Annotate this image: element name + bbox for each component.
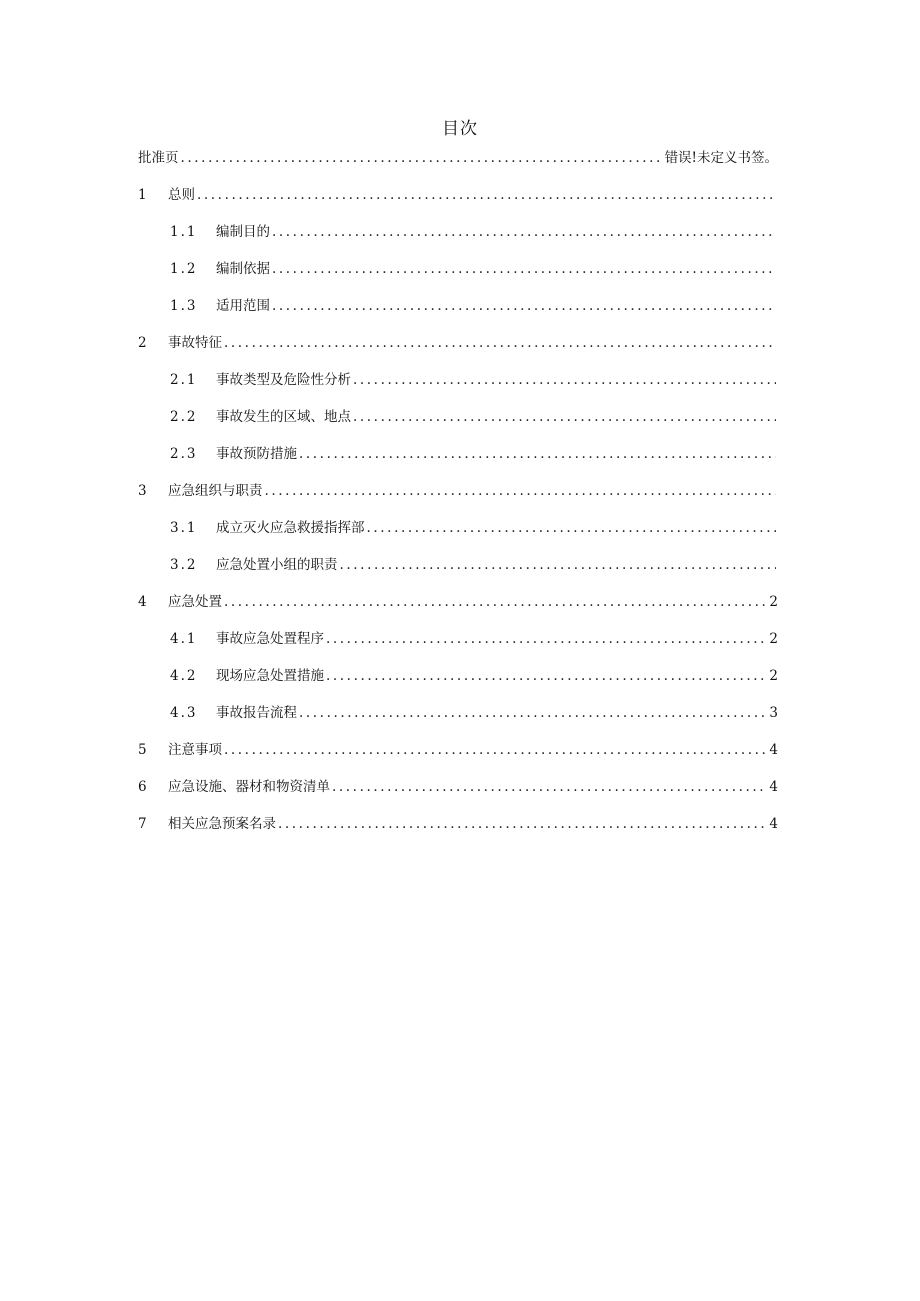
toc-entry-number: 4.2	[170, 668, 198, 684]
toc-entry-4[interactable]	[138, 590, 778, 627]
toc-entry-page: 2	[769, 668, 778, 684]
toc-entry-3-1[interactable]	[138, 516, 778, 553]
toc-entry-number: 1.2	[170, 261, 198, 277]
toc-dot-leader	[332, 779, 767, 795]
toc-entry-number: 4	[138, 594, 147, 610]
toc-entry-number: 2	[138, 335, 147, 351]
toc-entry-2-2[interactable]	[138, 405, 778, 442]
toc-entry-text: 应急设施、器材和物资清单	[168, 779, 330, 795]
toc-entry-text: 成立灭火应急救援指挥部	[216, 520, 365, 536]
toc-entry-approval-page[interactable]	[138, 146, 778, 183]
toc-entry-1-2[interactable]	[138, 257, 778, 294]
toc-entry-3[interactable]	[138, 479, 778, 516]
toc-entry-number: 7	[138, 816, 147, 832]
toc-entry-text: 编制目的	[216, 224, 270, 240]
toc-dot-leader	[299, 705, 767, 721]
toc-entry-text: 适用范围	[216, 298, 270, 314]
toc-entry-7[interactable]	[138, 812, 778, 849]
toc-entry-5[interactable]	[138, 738, 778, 775]
toc-entry-number: 4.3	[170, 705, 198, 721]
toc-entry-page: 错误!未定义书签。	[664, 150, 778, 166]
toc-entry-number: 3	[138, 483, 147, 499]
toc-entry-text: 事故应急处置程序	[216, 631, 324, 647]
toc-entry-page: 2	[769, 594, 778, 610]
toc-entry-text: 事故报告流程	[216, 705, 297, 721]
toc-entry-1[interactable]	[138, 183, 778, 220]
toc-entry-number: 3.1	[170, 520, 198, 536]
toc-entry-4-2[interactable]	[138, 664, 778, 701]
toc-entry-1-3[interactable]	[138, 294, 778, 331]
toc-entry-number: 4.1	[170, 631, 198, 647]
toc-entry-text: 批准页	[138, 150, 179, 166]
toc-dot-leader	[326, 668, 767, 684]
toc-dot-leader	[353, 409, 776, 425]
toc-entry-2[interactable]	[138, 331, 778, 368]
toc-entry-text: 注意事项	[168, 742, 222, 758]
toc-entry-text: 事故发生的区域、地点	[216, 409, 351, 425]
toc-entry-3-2[interactable]	[138, 553, 778, 590]
toc-entry-1-1[interactable]	[138, 220, 778, 257]
toc-entry-page: 4	[769, 779, 778, 795]
toc-dot-leader	[299, 446, 776, 462]
toc-entry-text: 现场应急处置措施	[216, 668, 324, 684]
toc-entry-4-1[interactable]	[138, 627, 778, 664]
toc-entry-number: 6	[138, 779, 147, 795]
toc-dot-leader	[224, 742, 767, 758]
toc-entry-6[interactable]	[138, 775, 778, 812]
toc-entry-number: 2.1	[170, 372, 198, 388]
toc-entry-text: 应急处置	[168, 594, 222, 610]
toc-entry-number: 2.2	[170, 409, 198, 425]
toc-entry-number: 2.3	[170, 446, 198, 462]
toc-entry-text: 应急处置小组的职责	[216, 557, 338, 573]
toc-dot-leader	[353, 372, 776, 388]
toc-entry-number: 1	[138, 187, 147, 203]
toc-entry-text: 应急组织与职责	[168, 483, 263, 499]
toc-dot-leader	[326, 631, 767, 647]
toc-entry-text: 事故特征	[168, 335, 222, 351]
toc-dot-leader	[272, 261, 776, 277]
toc-title: 目次	[442, 119, 478, 139]
toc-dot-leader	[224, 594, 767, 610]
toc-entry-page: 4	[769, 816, 778, 832]
toc-entry-text: 相关应急预案名录	[168, 816, 276, 832]
toc-dot-leader	[278, 816, 767, 832]
toc-entry-2-3[interactable]	[138, 442, 778, 479]
toc-entry-text: 事故预防措施	[216, 446, 297, 462]
toc-dot-leader	[340, 557, 777, 573]
toc-dot-leader	[367, 520, 777, 536]
toc-entry-text: 事故类型及危险性分析	[216, 372, 351, 388]
toc-dot-leader	[197, 187, 776, 203]
toc-entry-text: 编制依据	[216, 261, 270, 277]
toc-entry-4-3[interactable]	[138, 701, 778, 738]
toc-dot-leader	[224, 335, 776, 351]
toc-entry-number: 3.2	[170, 557, 198, 573]
toc-list	[138, 146, 778, 849]
toc-entry-page: 4	[769, 742, 778, 758]
toc-dot-leader	[272, 224, 776, 240]
toc-entry-text: 总则	[168, 187, 195, 203]
toc-entry-number: 5	[138, 742, 147, 758]
toc-entry-number: 1.3	[170, 298, 198, 314]
toc-dot-leader	[181, 150, 663, 166]
toc-dot-leader	[272, 298, 776, 314]
toc-entry-page: 2	[769, 631, 778, 647]
toc-entry-2-1[interactable]	[138, 368, 778, 405]
toc-dot-leader	[265, 483, 777, 499]
toc-entry-page: 3	[769, 705, 778, 721]
toc-entry-number: 1.1	[170, 224, 198, 240]
